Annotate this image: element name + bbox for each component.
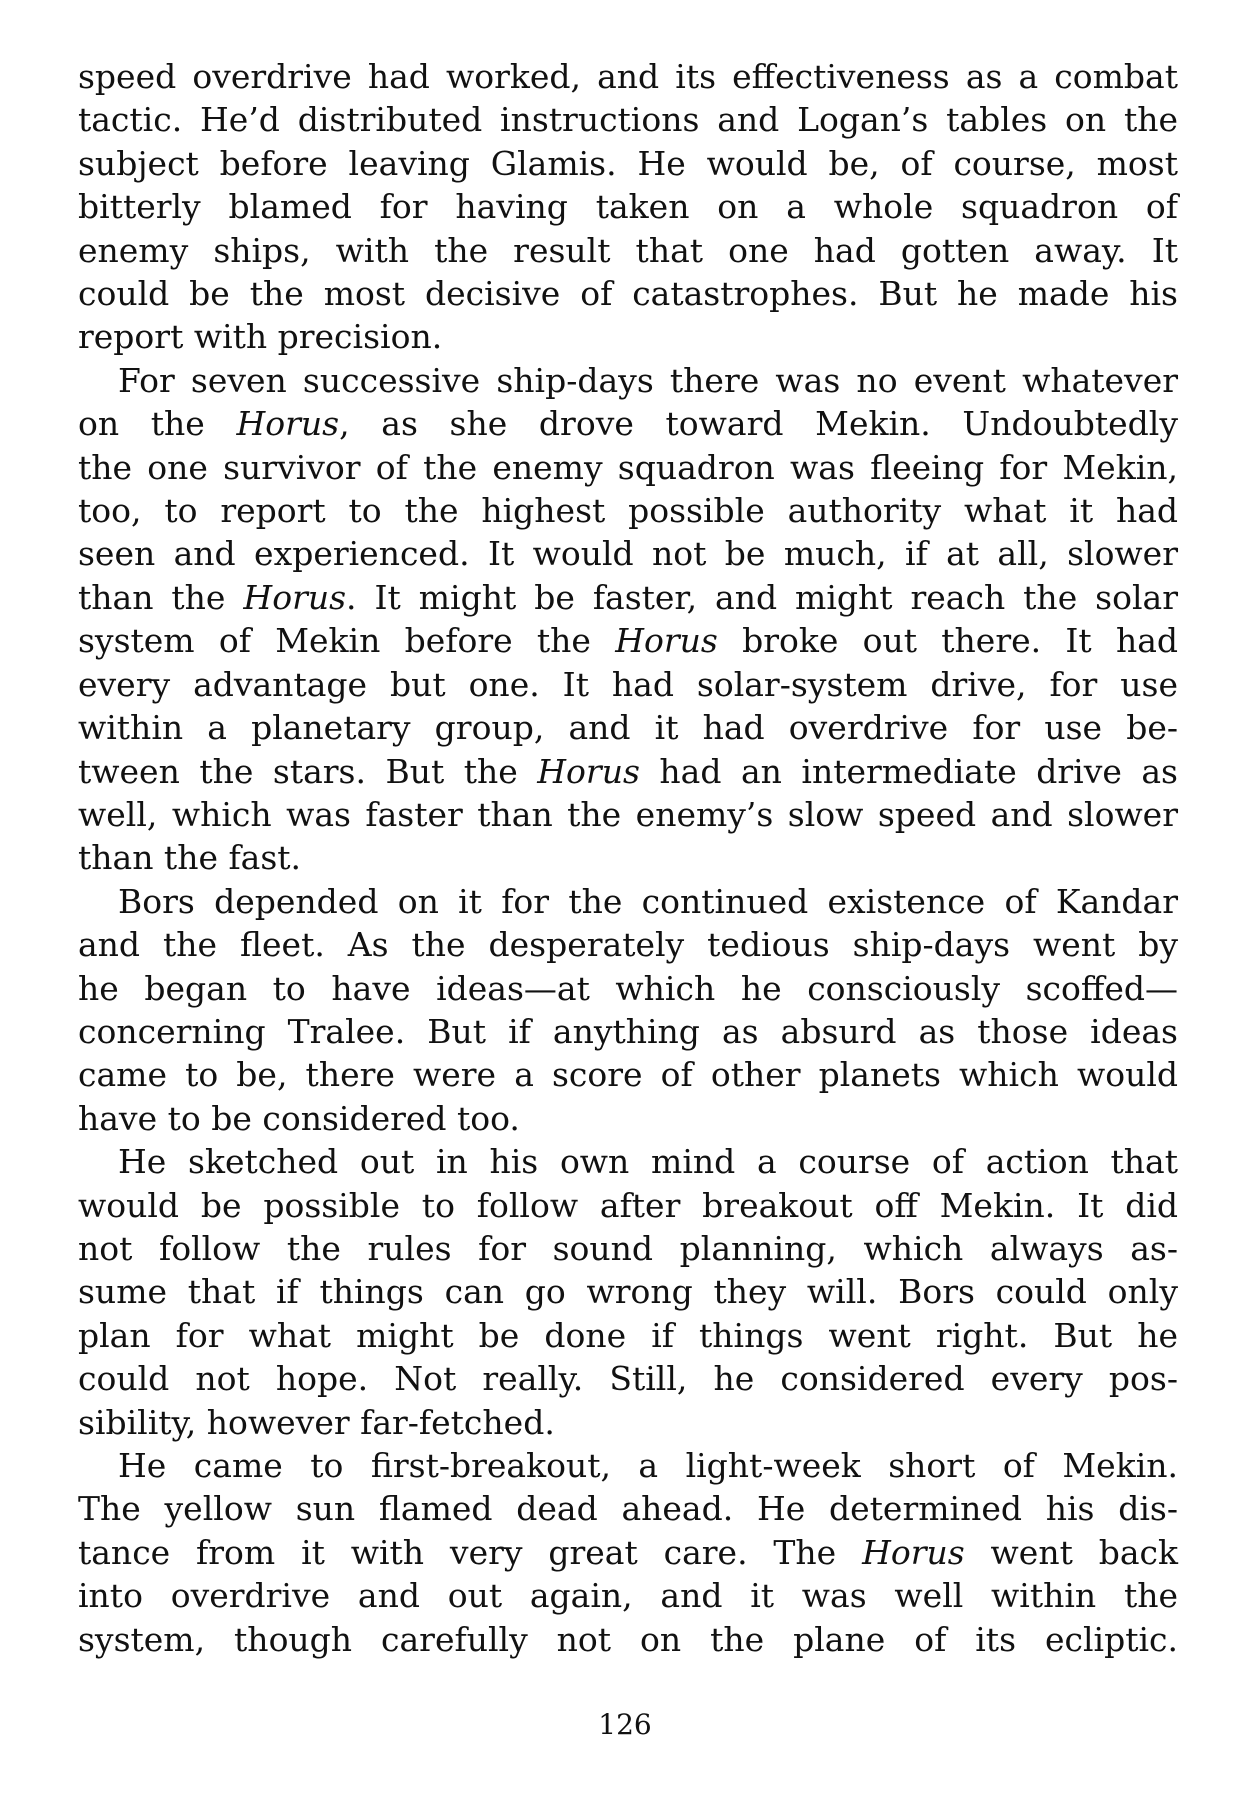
text-line: sume that if things can go wrong they will. Bors could only (78, 1272, 1178, 1312)
text-line: concerning Tralee. But if anything as absurd as those ideas (78, 1011, 1178, 1051)
text-line: not follow the rules for sound planning, which always as- (78, 1228, 1178, 1268)
ship-name: Horus (537, 751, 640, 791)
text-line: tactic. He’d distributed instructions and Logan’s tables on the (78, 100, 1178, 140)
page-number: 126 (598, 1708, 652, 1741)
paragraph-2 (78, 359, 1178, 880)
text-line: within a planetary group, and it had overdrive for use be- (78, 708, 1178, 748)
text-line: He came to first-breakout, a light-week short of Mekin. (118, 1446, 1178, 1485)
text-line: came to be, there were a score of other planets which would (78, 1055, 1178, 1095)
text-line: He sketched out in his own mind a course of action that (118, 1142, 1178, 1182)
text-line: tance from it with very great care. The Horus went back (78, 1532, 1178, 1572)
text-line: could not hope. Not really. Still, he considered every pos- (78, 1359, 1178, 1399)
ship-name: Horus (615, 621, 718, 661)
text-line: bitterly blamed for having taken on a whole squadron of (78, 187, 1178, 227)
text-line: have to be considered too. (78, 1098, 520, 1138)
text-line: and the fleet. As the desperately tedious ship-days went by (78, 925, 1178, 965)
text-line: seen and experienced. It would not be much, if at all, slower (78, 534, 1178, 574)
text-line: system of Mekin before the Horus broke out there. It had (78, 621, 1178, 661)
paragraph-3 (78, 880, 1178, 1140)
ship-name: Horus (243, 577, 347, 617)
text-line: than the fast. (78, 838, 302, 878)
text-line: tween the stars. But the Horus had an intermediate drive as (78, 751, 1178, 791)
text-line: Bors depended on it for the continued existence of Kandar (118, 881, 1178, 921)
text-line: system, though carefully not on the plane of its ecliptic. (78, 1619, 1178, 1659)
text-line: subject before leaving Glamis. He would be, of course, most (78, 143, 1178, 183)
text-line: than the Horus. It might be faster, and might reach the solar (78, 577, 1178, 617)
text-line: every advantage but one. It had solar-system drive, for use (78, 664, 1178, 704)
paragraph-4 (78, 1140, 1178, 1444)
text-line: into overdrive and out again, and it was well within the (78, 1576, 1178, 1616)
text-line: enemy ships, with the result that one had gotten away. It (78, 230, 1178, 270)
book-page (78, 55, 1178, 1661)
text-line: report with precision. (78, 317, 443, 357)
text-line: on the Horus, as she drove toward Mekin. Undoubtedly (78, 404, 1178, 444)
paragraph-5 (78, 1444, 1178, 1661)
text-line: The yellow sun flamed dead ahead. He determined his dis- (78, 1489, 1178, 1529)
text-line: plan for what might be done if things went right. But he (78, 1315, 1178, 1355)
text-line: For seven successive ship-days there was no event whatever (118, 360, 1178, 400)
text-line: too, to report to the highest possible authority what it had (78, 491, 1178, 531)
ship-name: Horus (862, 1532, 965, 1572)
text-line: sibility, however far-fetched. (78, 1402, 555, 1442)
text-line: would be possible to follow after breakout off Mekin. It did (78, 1185, 1178, 1225)
text-line: could be the most decisive of catastrophes. But he made his (78, 274, 1178, 314)
text-line: he began to have ideas—at which he consciously scoffed— (78, 968, 1178, 1008)
ship-name: Horus (236, 404, 340, 444)
text-line: speed overdrive had worked, and its effectiveness as a combat (78, 57, 1178, 96)
text-line: well, which was faster than the enemy’s slow speed and slower (78, 794, 1178, 834)
paragraph-1 (78, 55, 1178, 359)
text-line: the one survivor of the enemy squadron was fleeing for Mekin, (78, 447, 1178, 487)
